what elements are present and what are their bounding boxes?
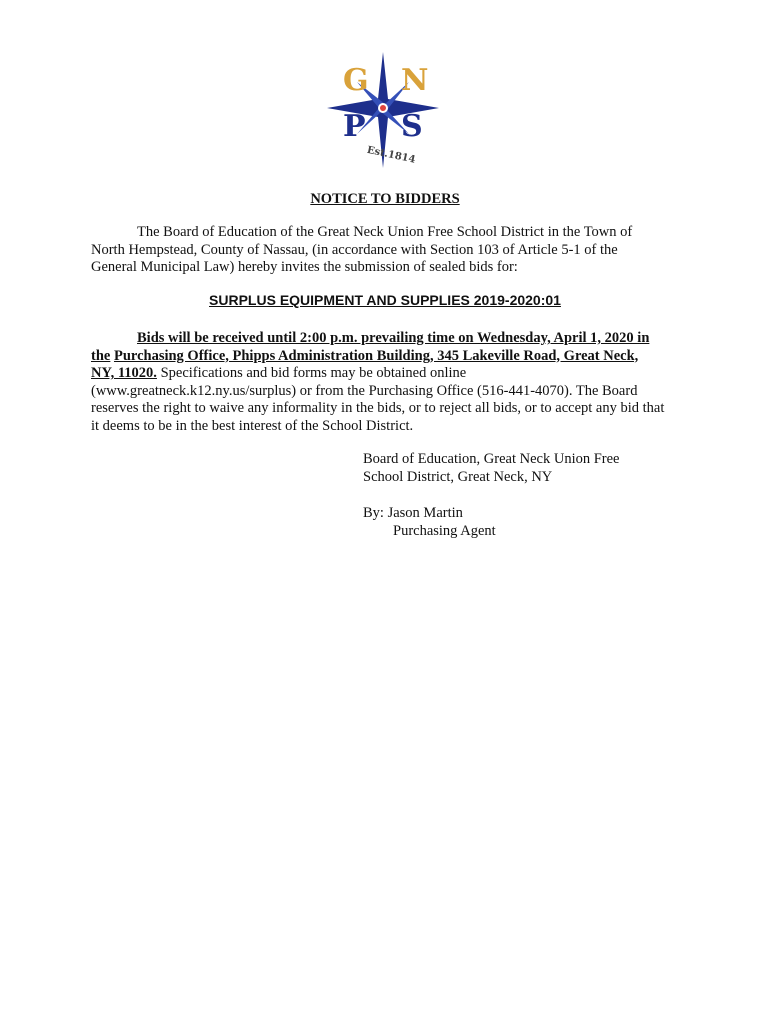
logo-established: Est.1814: [365, 144, 417, 166]
signature-board: [363, 451, 619, 486]
notice-title: NOTICE TO BIDDERS: [310, 191, 460, 207]
bids-line: [91, 365, 691, 383]
signature-role: Purchasing Agent: [393, 522, 496, 539]
bids-line: it deems to be in the best interest of the School District.: [91, 417, 414, 434]
intro-line: General Municipal Law) hereby invites the submission of sealed bids for:: [91, 259, 518, 275]
bids-line-part: the: [91, 347, 111, 364]
bids-paragraph: [91, 330, 691, 435]
bids-line: [91, 348, 691, 366]
bid-subject-heading: SURPLUS EQUIPMENT AND SUPPLIES 2019-2020:01: [209, 292, 561, 308]
signature-by: [363, 505, 496, 540]
bids-line: Bids will be received until 2:00 p.m. prevailing time on Wednesday, April 1, 2020 in: [137, 330, 650, 346]
logo-letter-g: G: [343, 63, 369, 98]
bids-line: reserves the right to waive any informality in the bids, or to reject all bids, or to accept any bid that: [91, 400, 665, 416]
bids-zip: NY, 11020.: [91, 365, 157, 381]
logo-letter-p: P: [343, 109, 366, 144]
gnps-logo: [327, 52, 439, 168]
bids-line: (www.greatneck.k12.ny.us/surplus) or from the Purchasing Office (516-441-4070). The Board: [91, 382, 638, 399]
bids-line-part: Specifications and bid forms may be obtained online: [156, 365, 467, 381]
logo-letter-s: S: [401, 109, 423, 144]
logo-letter-n: N: [401, 63, 429, 98]
signature-line: Board of Education, Great Neck Union Free: [363, 451, 620, 467]
signature-line: School District, Great Neck, NY: [363, 468, 553, 485]
intro-line: North Hempstead, County of Nassau, (in accordance with Section 103 of Article 5-1 of the: [91, 241, 618, 258]
signature-name: By: Jason Martin: [363, 505, 463, 521]
intro-line: The Board of Education of the Great Neck Union Free School District in the Town of: [137, 224, 633, 240]
bids-location: Purchasing Office, Phipps Administration Building, 345 Lakeville Road, Great Neck,: [113, 347, 639, 364]
intro-paragraph: [91, 224, 691, 277]
